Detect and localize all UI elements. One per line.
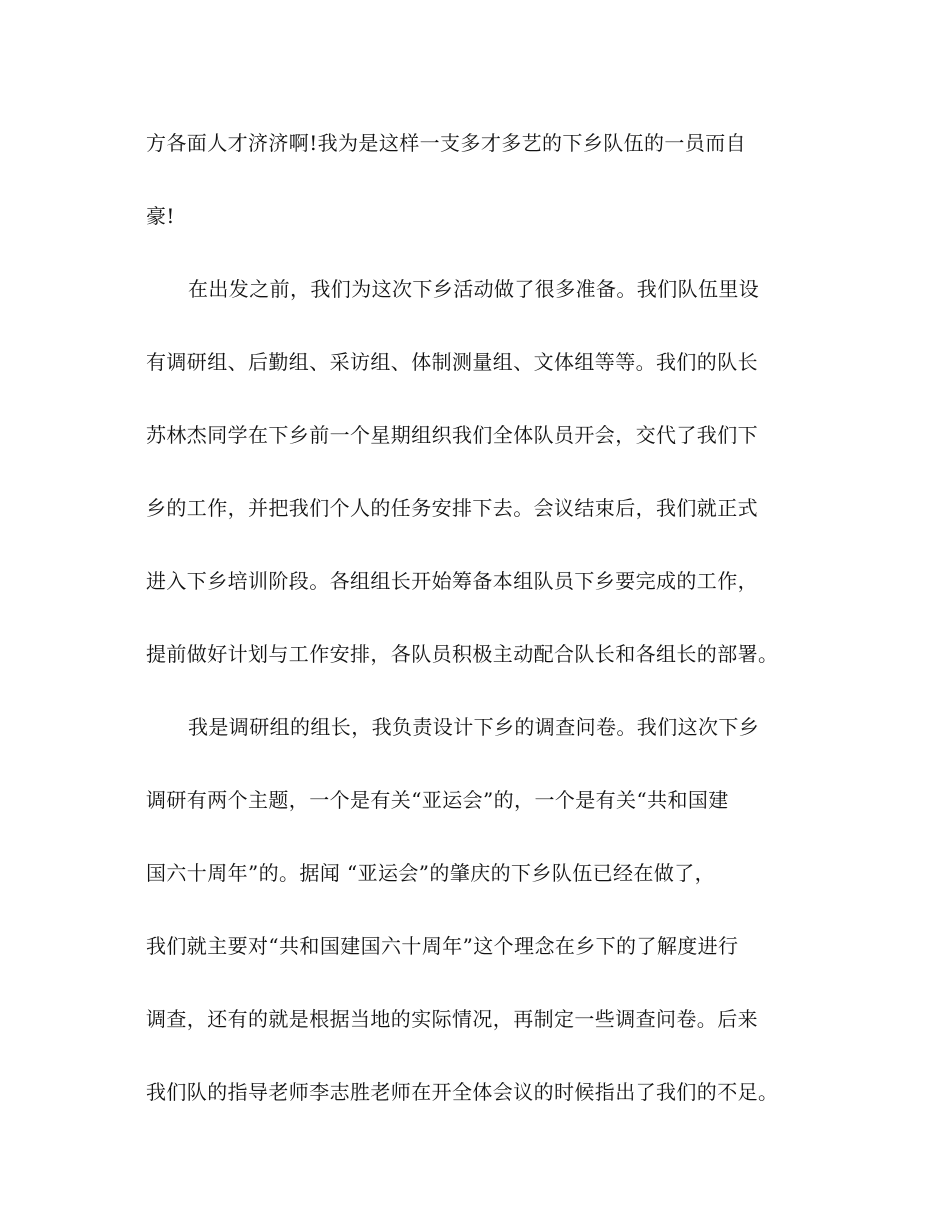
text-line: 我们队的指导老师李志胜老师在开全体会议的时候指出了我们的不足。 [146,1080,779,1104]
text-line: 我们就主要对“共和国建国六十周年”这个理念在乡下的了解度进行 [146,934,739,958]
text-line: 乡的工作，并把我们个人的任务安排下去。会议结束后，我们就正式 [146,496,758,520]
document-body [146,124,816,1111]
text-line: 调研有两个主题，一个是有关“亚运会”的，一个是有关“共和国建 [146,788,729,812]
text-line: 国六十周年”的。据闻 “亚运会”的肇庆的下乡队伍已经在做了， [146,861,716,885]
paragraph-start-line: 我是调研组的组长，我负责设计下乡的调查问卷。我们这次下乡 [188,715,760,739]
text-line: 方各面人才济济啊!我为是这样一支多才多艺的下乡队伍的一员而自 [146,131,747,155]
text-line: 进入下乡培训阶段。各组组长开始筹备本组队员下乡要完成的工作， [146,569,758,593]
text-line: 豪! [146,204,175,228]
text-line: 苏林杰同学在下乡前一个星期组织我们全体队员开会，交代了我们下 [146,423,758,447]
text-line: 有调研组、后勤组、采访组、体制测量组、文体组等等。我们的队长 [146,350,758,374]
text-line: 提前做好计划与工作安排，各队员积极主动配合队长和各组长的部署。 [146,642,779,666]
paragraph-start-line: 在出发之前，我们为这次下乡活动做了很多准备。我们队伍里设 [188,277,760,301]
text-line: 调查，还有的就是根据当地的实际情况，再制定一些调查问卷。后来 [146,1007,758,1031]
